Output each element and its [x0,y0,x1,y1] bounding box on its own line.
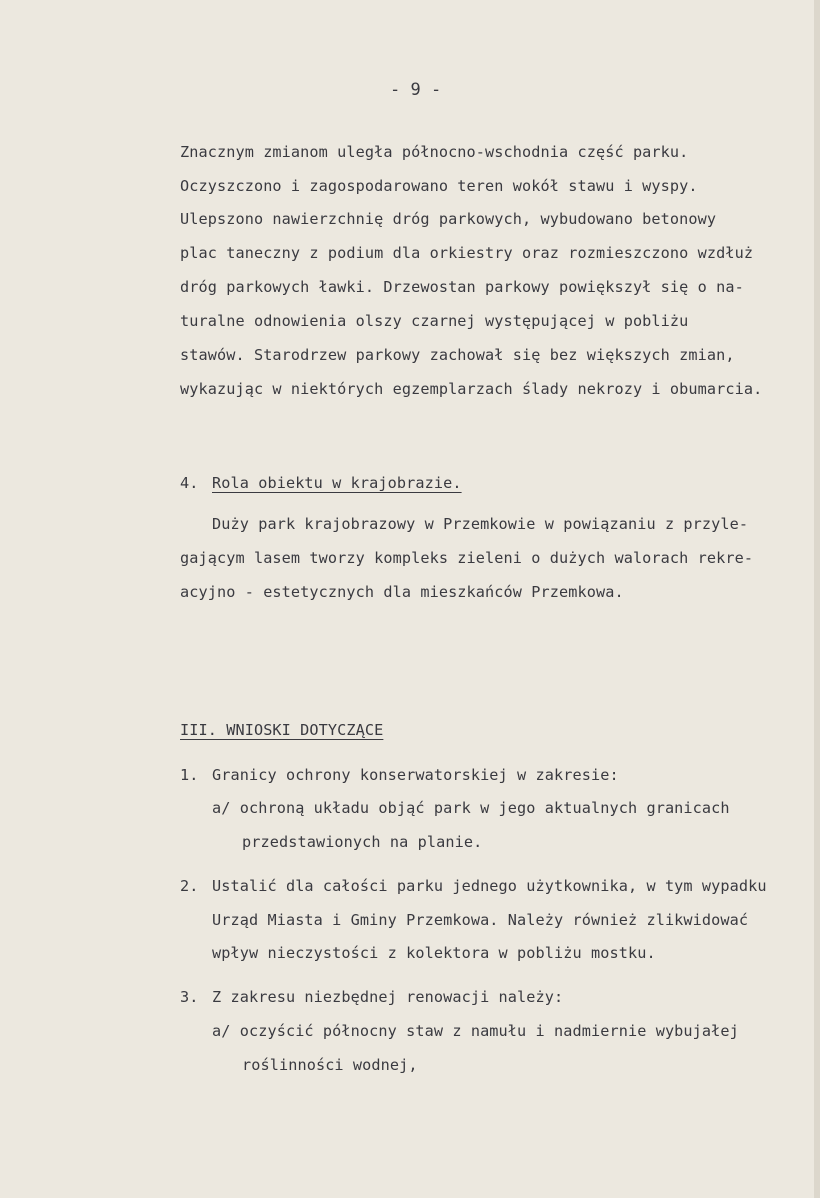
sub-item-line: przedstawionych na planie. [242,833,483,851]
paragraph-line: Oczyszczono i zagospodarowano teren wokół stawu i wyspy. [180,177,698,195]
paragraph-line: wykazując w niektórych egzemplarzach ślady nekrozy i obumarcia. [180,380,763,398]
sub-item-line: a/ ochroną układu objąć park w jego aktualnych granicach [212,799,730,817]
paragraph-line: stawów. Starodrzew parkowy zachował się bez większych zmian, [180,346,735,364]
list-number: 3. [180,988,199,1006]
section-number: 4. [180,474,199,492]
paragraph-line: plac taneczny z podium dla orkiestry oraz rozmieszczono wzdłuż [180,244,754,262]
section-heading: Rola obiektu w krajobrazie. [212,474,462,492]
list-item-line: Ustalić dla całości parku jednego użytkownika, w tym wypadku [212,877,767,895]
paragraph-line: turalne odnowienia olszy czarnej występującej w pobliżu [180,312,689,330]
list-item-line: wpływ nieczystości z kolektora w pobliżu mostku. [212,944,656,962]
sub-item-line: a/ oczyścić północny staw z namułu i nadmiernie wybujałej [212,1022,739,1040]
list-number: 2. [180,877,199,895]
section-heading: III. WNIOSKI DOTYCZĄCE [180,721,384,739]
list-item-line: Urząd Miasta i Gminy Przemkowa. Należy również zlikwidować [212,911,749,929]
page-number: - 9 - [390,80,442,100]
paragraph-line: gającym lasem tworzy kompleks zieleni o dużych walorach rekre- [180,549,754,567]
list-number: 1. [180,766,199,784]
list-item-line: Granicy ochrony konserwatorskiej w zakresie: [212,766,619,784]
sub-item-line: roślinności wodnej, [242,1056,418,1074]
paragraph-line: Ulepszono nawierzchnię dróg parkowych, wybudowano betonowy [180,210,717,228]
paragraph-line: dróg parkowych ławki. Drzewostan parkowy powiększył się o na- [180,278,744,296]
list-item-line: Z zakresu niezbędnej renowacji należy: [212,988,564,1006]
paragraph-line: acyjno - estetycznych dla mieszkańców Przemkowa. [180,583,624,601]
page-edge [814,0,820,1198]
paragraph-line: Duży park krajobrazowy w Przemkowie w powiązaniu z przyle- [212,515,749,533]
paragraph-line: Znacznym zmianom uległa północno-wschodnia część parku. [180,143,689,161]
